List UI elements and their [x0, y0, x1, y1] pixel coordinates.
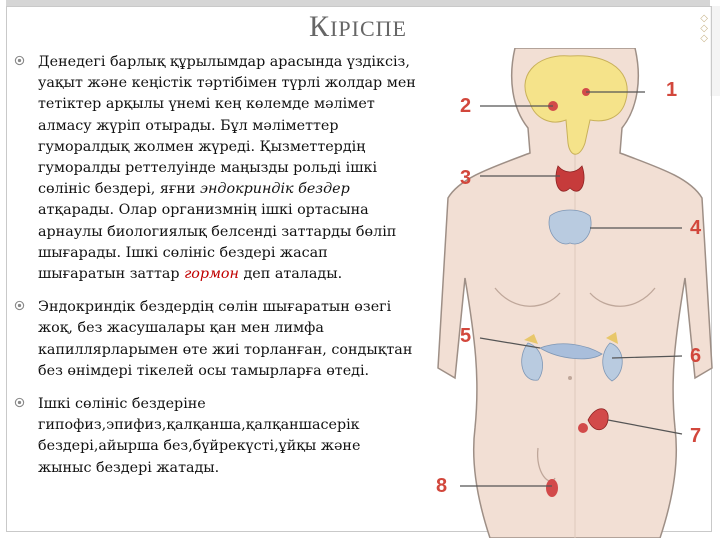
- bullet-1-italic-term: эндокриндік бездер: [199, 181, 350, 198]
- bullet-item-1: [14, 52, 416, 285]
- bullet-1-text-middle: атқарады. Олар организмнің ішкі ортасына арнаулы биологиялық белсенді заттарды бөліп шығарады. Ішкі сөлініс бездері жасап шығаратын заттар: [38, 202, 397, 283]
- bullet-icon: [14, 397, 25, 408]
- label-6: 6: [690, 345, 702, 367]
- slide-title: КІРІСПЕ: [309, 10, 407, 43]
- label-1: 1: [666, 79, 678, 101]
- navel: [568, 376, 572, 380]
- bullet-1-text-start: Денедегі барлық құрылымдар арасында үздіксіз, уақыт және кеңістік тәртібімен түрлі жолдар мен тетіктер арқылы үнемі кең көлемде мәлімет алмасу жүріп отырады. Бұл мәліметтер гуморалдық жолмен жүреді. Қызметтердің гуморалды реттелуінде маңызды рольді ішкі сөлініс бездері, яғни: [38, 54, 416, 198]
- bullet-3-text: Ішкі сөлініс бездеріне гипофиз,эпифиз,қалқанша,қалқаншасерік бездері,айырша без,бүйрекүсті,ұйқы және жыныс бездері жатады.: [38, 396, 361, 476]
- ovary: [578, 423, 588, 433]
- bullet-item-2: [14, 297, 416, 382]
- bullet-icon: [14, 300, 25, 311]
- endocrine-glands-illustration: [420, 48, 720, 538]
- bullet-item-3: [14, 394, 416, 479]
- label-3: 3: [460, 167, 472, 189]
- label-2: 2: [460, 95, 472, 117]
- label-7: 7: [690, 425, 702, 447]
- text-column: [14, 52, 416, 491]
- bullet-1-highlight-term: гормон: [184, 266, 239, 283]
- corner-ornament-icon: ◇ ◇ ◇: [700, 13, 708, 44]
- bullet-1-text-end: деп аталады.: [238, 266, 343, 283]
- label-8: 8: [436, 475, 448, 497]
- testis: [546, 479, 558, 497]
- label-4: 4: [690, 217, 702, 239]
- thymus-gland: [549, 210, 591, 244]
- bullet-2-text: Эндокриндік бездердің сөлін шығаратын өзегі жоқ, без жасушалары қан мен лимфа капиллярларымен өте жиі торланған, сондықтан без өнімдері тікелей осы тамырларға өтеді.: [38, 299, 413, 379]
- label-5: 5: [460, 325, 472, 347]
- bullet-icon: [14, 55, 25, 66]
